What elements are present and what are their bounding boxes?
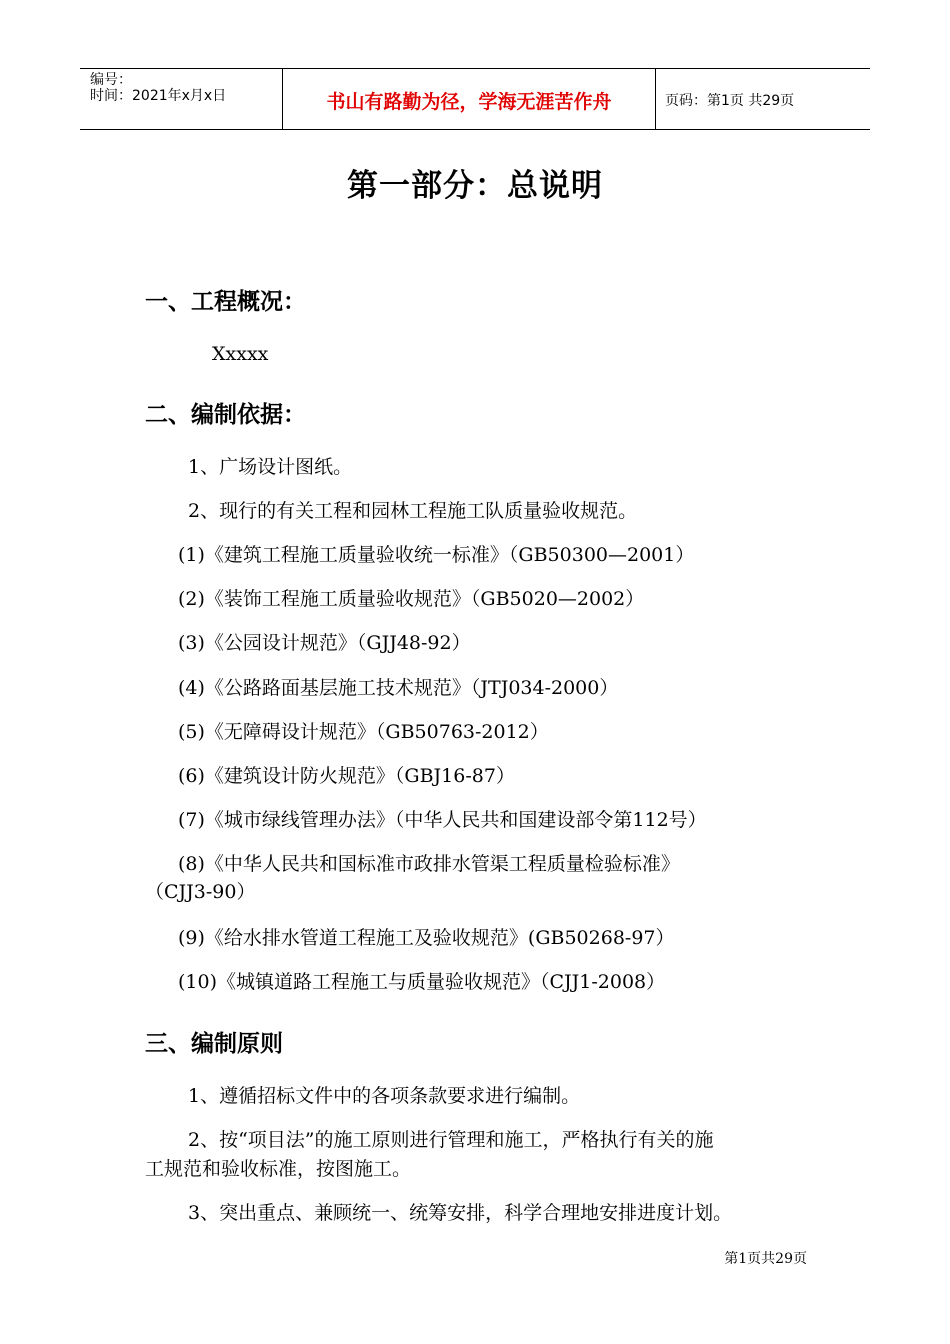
principle-item: 1、遵循招标文件中的各项条款要求进行编制。	[188, 1085, 581, 1107]
basis-item-continued: （CJJ3-90）	[145, 881, 256, 903]
basis-item: (7)《城市绿线管理办法》（中华人民共和国建设部令第112号）	[178, 809, 707, 831]
principle-item-continued: 工规范和验收标准，按图施工。	[145, 1158, 412, 1180]
basis-item: (2)《装饰工程施工质量验收规范》（GB5020—2002）	[178, 588, 645, 610]
principle-item: 3、突出重点、兼顾统一、统筹安排，科学合理地安排进度计划。	[188, 1202, 733, 1224]
basis-item: (3)《公园设计规范》（GJJ48-92）	[178, 632, 471, 654]
header-info-cell	[80, 69, 282, 129]
motto: 书山有路勤为径，学海无涯苦作舟	[326, 91, 612, 113]
header-page-cell	[655, 69, 870, 129]
overview-body: Xxxxx	[212, 343, 269, 365]
header-table	[80, 68, 870, 130]
page-title: 第一部分：总说明	[347, 168, 603, 204]
date-label: 时间：2021年x月x日	[90, 88, 227, 104]
section-heading-overview: 一、工程概况：	[145, 289, 306, 315]
page-footer: 第1页共29页	[724, 1251, 807, 1267]
basis-item: 1、广场设计图纸。	[188, 456, 353, 478]
basis-item: (9)《给水排水管道工程施工及验收规范》(GB50268-97）	[178, 927, 675, 949]
code-label: 编号：	[90, 72, 132, 88]
basis-item: (8)《中华人民共和国标准市政排水管渠工程质量检验标准》	[178, 853, 680, 875]
basis-item: (6)《建筑设计防火规范》（GBJ16-87）	[178, 765, 515, 787]
section-heading-principles: 三、编制原则	[145, 1031, 283, 1057]
basis-item: (5)《无障碍设计规范》（GB50763-2012）	[178, 721, 549, 743]
basis-item: (4)《公路路面基层施工技术规范》（JTJ034-2000）	[178, 677, 619, 699]
section-heading-basis: 二、编制依据：	[145, 402, 306, 428]
page-info: 页码：第1页 共29页	[665, 93, 795, 109]
basis-item: 2、现行的有关工程和园林工程施工队质量验收规范。	[188, 500, 638, 522]
basis-item: (1)《建筑工程施工质量验收统一标准》（GB50300—2001）	[178, 544, 695, 566]
header-motto-cell	[282, 69, 656, 129]
principle-item: 2、按“项目法”的施工原则进行管理和施工，严格执行有关的施	[188, 1129, 714, 1151]
basis-item: (10)《城镇道路工程施工与质量验收规范》（CJJ1-2008）	[178, 971, 666, 993]
